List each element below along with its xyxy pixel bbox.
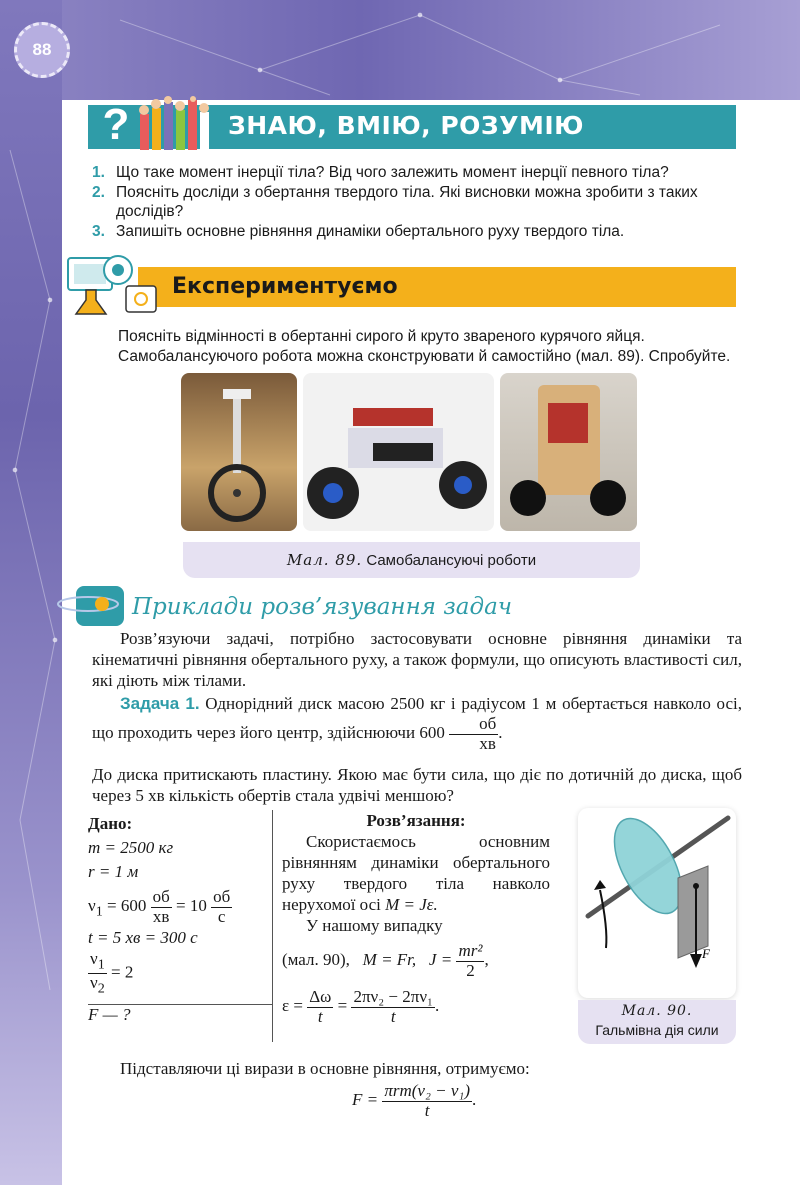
given-title: Дано: [88, 814, 133, 833]
task-unit-fraction [449, 715, 498, 753]
final-formula: F = $\frac{\text{πrm(ν₂ − ν₁)}}{t}$ . [352, 1081, 477, 1120]
ratio-numerator-sub: 1 [97, 956, 105, 973]
solution-block [282, 810, 550, 1027]
ratio-denominator: ν [90, 973, 98, 993]
experiment-line: Самобалансуючого робота можна сконструювати й самостійно (мал. 89). Спробуйте. [118, 348, 731, 365]
nu-subscript: 1 [95, 903, 103, 920]
robot-photo-2 [303, 373, 494, 531]
question-number: 3. [92, 222, 105, 240]
examples-intro: Розв’язуючи задачі, потрібно застосовувати основне рівняння динаміки та кінематичні рівняння обертального руху, а також формули, що описують властивості сил, які діють між тілами. [92, 629, 742, 690]
equations-line: (мал. 90), M = Fr, J = $\frac{\text{mr²}}{2}$ , [282, 941, 489, 980]
torque-equation: M = Fr, [362, 950, 417, 970]
inertia-numerator: mr² [458, 941, 483, 960]
solution-title: Розв’язання: [366, 811, 466, 830]
epsilon-left: ε = [282, 996, 303, 1016]
question-text: Поясніть досліди з обертання твердого тіла. Які висновки можна зробити з таких дослідів? [116, 183, 698, 220]
question-text: Що таке момент інерції тіла? Від чого залежить момент інерції певного тіла? [116, 164, 669, 181]
given-divider-horizontal [88, 1004, 272, 1005]
task-statement: Однорідний диск масою 2500 кг і радіусом 1 м обертається навколо осі, що проходить через його центр, здійснюючи 600 [92, 694, 742, 743]
nu-symbol: ν [88, 896, 96, 916]
atom-orbit-icon [54, 584, 128, 628]
force-label: F [702, 946, 710, 961]
solution-sentence: Скористаємось основним рівнянням динаміки обертального руху твердого тіла навколо нерухомої осі [282, 832, 550, 914]
unit-numerator: об [213, 887, 231, 906]
final-text: Підставляючи ці вирази в основне рівняння, отримуємо: [120, 1059, 530, 1078]
examples-title: Приклади розв’язування задач [132, 594, 513, 620]
braking-disk-diagram [578, 808, 736, 998]
task-label: Задача 1. [120, 694, 200, 713]
given-frequency [88, 888, 268, 926]
figure-90-label: Мал. 90. [621, 1003, 693, 1019]
formula-denominator: t [424, 1100, 430, 1120]
unit-numerator: об [449, 715, 498, 735]
unit-denominator: хв [152, 906, 170, 926]
given-ratio [88, 950, 268, 997]
question-text: Запишіть основне рівняння динаміки обертального руху твердого тіла. [116, 222, 625, 240]
given-divider-vertical [272, 810, 273, 1042]
epsilon-denominator-1: t [317, 1007, 323, 1027]
inertia-denominator: 2 [466, 960, 475, 980]
page-number: 88 [14, 22, 70, 78]
unit-denominator: хв [479, 733, 496, 753]
figure-89-text: Самобалансуючі роботи [366, 552, 537, 569]
question-number: 1. [92, 164, 105, 181]
nu-value-converted: = 10 [176, 896, 207, 916]
experiment-text [118, 327, 738, 367]
question-number: 2. [92, 183, 105, 201]
unit-denominator: с [217, 906, 226, 926]
question-item [92, 222, 742, 242]
experiment-line: Поясніть відмінності в обертанні сирого й круто звареного курячого яйця. [118, 328, 645, 345]
epsilon-denominator-2: t [390, 1007, 396, 1027]
epsilon-line: ε = $\frac{\Delta\omega}{t}$ = $\frac{\text{2πν₂ − 2πν₁}}{t}$ . [282, 987, 440, 1027]
figure-90 [578, 808, 736, 998]
epsilon-numerator-1: Δω [309, 987, 332, 1007]
nu-value: = 600 [107, 896, 147, 916]
formula-numerator: πrm(ν₂ − ν₁) [384, 1081, 470, 1100]
section-title-know: ЗНАЮ, ВМІЮ, РОЗУМІЮ [228, 111, 584, 140]
figure-90-caption [578, 1002, 736, 1040]
formula-left: F = [352, 1090, 379, 1110]
epsilon-fraction-1 [307, 988, 333, 1026]
task-1-text: Задача 1. Однорідний диск масою 2500 кг і радіусом 1 м обертається навколо осі, що проходить через його центр, здійснюючи 600 $\frac{об}{хв}$ . [92, 694, 742, 753]
ratio-value: = 2 [111, 962, 134, 982]
main-equation: M = Jε. [385, 895, 438, 914]
given-block [88, 812, 268, 1027]
figure-89-caption [183, 551, 640, 569]
inertia-equation-left: J = [428, 950, 453, 970]
inertia-fraction [456, 942, 484, 980]
epsilon-numerator-2: 2πν₂ − 2πν₁ [353, 987, 433, 1007]
unit-fraction [151, 888, 172, 926]
epsilon-fraction-2 [351, 988, 434, 1026]
question-item [92, 163, 742, 183]
formula-fraction [382, 1082, 472, 1120]
lab-equipment-icon [66, 250, 162, 316]
question-mark-icon: ? [102, 100, 130, 149]
figure-reference: (мал. 90), [282, 950, 350, 970]
given-mass: m = 2500 кг [88, 838, 174, 857]
question-item [92, 183, 742, 222]
given-find: F — ? [88, 1005, 131, 1025]
ratio-numerator: ν [90, 949, 98, 969]
unit-numerator: об [152, 887, 170, 906]
raised-hands-icon [136, 96, 220, 150]
section-title-experiment: Експериментуємо [172, 274, 398, 299]
figure-90-text: Гальмівна дія сили [595, 1022, 719, 1038]
ratio-fraction [88, 950, 107, 997]
task-1-question: До диска притискають пластину. Якою має бути сила, що діє по дотичній до диска, щоб через 5 хв кількість обертів стала удвічі меншою? [92, 765, 742, 805]
given-time: t = 5 хв = 300 с [88, 928, 198, 948]
given-radius: r = 1 м [88, 862, 139, 881]
solution-case: У нашому випадку [306, 916, 443, 935]
robot-photo-1 [181, 373, 297, 531]
unit-fraction [211, 888, 232, 926]
question-list [92, 163, 742, 241]
solution-text [282, 831, 550, 915]
ratio-denominator-sub: 2 [97, 980, 105, 997]
figure-89-label: Мал. 89. [286, 551, 363, 569]
robot-photo-3 [500, 373, 637, 531]
